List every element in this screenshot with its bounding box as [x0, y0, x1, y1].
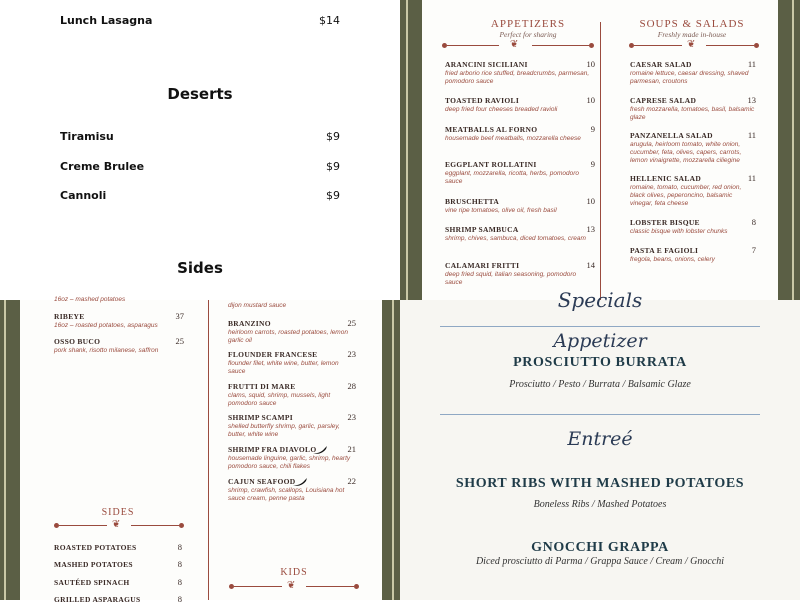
- menu-item: [630, 131, 756, 165]
- menu-item: [228, 477, 356, 503]
- item-price: 13: [586, 224, 595, 234]
- item-price: $9: [326, 160, 340, 173]
- menu-item: [445, 96, 595, 114]
- item-name: ARANCINI SICILIANI: [445, 60, 528, 69]
- column-divider: [600, 22, 601, 300]
- border-stripe: [392, 300, 394, 600]
- appetizer-label: Appetizer: [553, 330, 647, 352]
- item-price: 22: [347, 476, 356, 486]
- item-name: CAPRESE SALAD: [630, 96, 697, 105]
- item-name: SAUTÉED SPINACH: [54, 578, 130, 587]
- item-price: 23: [347, 412, 356, 422]
- menu-item: [445, 225, 595, 243]
- item-price: 7: [751, 245, 756, 255]
- item-name: CALAMARI FRITTI: [445, 261, 520, 270]
- menu-item: [445, 60, 595, 86]
- chili-pepper-icon: [292, 474, 308, 492]
- ornament-divider: [229, 582, 359, 592]
- special-ingredients: Boneless Ribs / Mashed Potatoes: [533, 499, 667, 510]
- item-price: 10: [586, 196, 595, 206]
- item-price: $9: [326, 130, 340, 143]
- item-description: romaine, tomato, cucumber, red onion, black olives, peperoncino, balsamic vinegar, feta cheese: [630, 184, 742, 207]
- item-description: shrimp, crawfish, scallops, Louisiana hot sauce cream, penne pasta: [228, 487, 345, 502]
- special-dish-name: GNOCCHI GRAPPA: [531, 540, 669, 555]
- item-name: SHRIMP SCAMPI: [228, 413, 293, 422]
- menu-item: [630, 174, 756, 208]
- chili-pepper-icon: [312, 442, 328, 460]
- menu-item: [54, 337, 184, 355]
- menu-item-cut: [228, 301, 356, 310]
- item-name: ROASTED POTATOES: [54, 543, 137, 552]
- item-price: 10: [586, 95, 595, 105]
- rule-divider: [440, 326, 760, 327]
- menu-paper: [422, 0, 778, 300]
- item-price: 23: [347, 349, 356, 359]
- item-name: BRUSCHETTA: [445, 197, 500, 206]
- sides-heading: Sides: [177, 259, 223, 277]
- border-stripe: [406, 0, 408, 300]
- specials-panel: [400, 288, 800, 600]
- item-description: shrimp, chives, sambuca, diced tomatoes, cream: [445, 235, 586, 242]
- item-price: 11: [747, 130, 756, 140]
- item-description: clams, squid, shrimp, mussels, light pomodoro sauce: [228, 392, 331, 407]
- item-description: deep fried squid, italian seasoning, pomodoro sauce: [445, 271, 577, 286]
- menu-item: [445, 197, 595, 215]
- item-name: PANZANELLA SALAD: [630, 131, 713, 140]
- ornament-divider: [629, 41, 759, 51]
- item-name: RIBEYE: [54, 312, 85, 321]
- flourish-icon: ❦: [287, 580, 296, 591]
- item-name: SHRIMP SAMBUCA: [445, 225, 519, 234]
- item-description: arugula, heirloom tomato, white onion, cucumber, feta, olives, capers, carrots, lemon vinaigrette, mozzarella ciliegine: [630, 141, 742, 164]
- item-name: CAJUN SEAFOOD: [228, 477, 296, 486]
- item-description: deep fried four cheeses breaded ravioli: [445, 106, 558, 113]
- item-price: 8: [177, 542, 182, 552]
- menu-item: [60, 130, 340, 143]
- item-price: 37: [175, 311, 184, 321]
- specials-heading: Specials: [557, 288, 643, 312]
- item-description: 16oz – mashed potatoes: [54, 296, 126, 303]
- item-description: fresh mozzarella, tomatoes, basil, balsamic glaze: [630, 106, 755, 121]
- menu-item: [630, 246, 756, 264]
- item-description: housemade linguine, garlic, shrimp, hearty pomodoro sauce, chili flakes: [228, 455, 351, 470]
- item-name: FRUTTI DI MARE: [228, 382, 296, 391]
- menu-item: [60, 189, 340, 202]
- dinner-menu-top-panel: [400, 0, 800, 300]
- item-description: 16oz – roasted potatoes, asparagus: [54, 322, 158, 329]
- item-name: BRANZINO: [228, 319, 271, 328]
- item-name: Tiramisu: [60, 130, 114, 143]
- special-dish-name: SHORT RIBS WITH MASHED POTATOES: [455, 476, 745, 491]
- item-price: 9: [590, 124, 595, 134]
- item-name: LOBSTER BISQUE: [630, 218, 700, 227]
- special-ingredients: Prosciutto / Pesto / Burrata / Balsamic Glaze: [509, 379, 691, 390]
- item-name: EGGPLANT ROLLATINI: [445, 160, 537, 169]
- menu-item-cut: [54, 595, 182, 604]
- item-price: $9: [326, 189, 340, 202]
- item-name: MASHED POTATOES: [54, 560, 133, 569]
- menu-item: [228, 319, 356, 345]
- menu-item: [228, 350, 356, 376]
- item-description: classic bisque with lobster chunks: [630, 228, 728, 235]
- menu-item: [445, 261, 595, 287]
- appetizers-subtitle: Perfect for sharing: [499, 30, 557, 39]
- item-price: $14: [319, 14, 340, 27]
- menu-item: [445, 160, 595, 186]
- border-stripe: [792, 0, 794, 300]
- item-price: 25: [175, 336, 184, 346]
- menu-item: [630, 60, 756, 86]
- ornament-divider: [54, 521, 184, 531]
- item-price: 14: [586, 260, 595, 270]
- menu-item: [54, 578, 182, 587]
- menu-item: [228, 413, 356, 439]
- sides-title: SIDES: [101, 507, 135, 518]
- lunch-menu-panel: [0, 0, 400, 300]
- item-name: CAESAR SALAD: [630, 60, 692, 69]
- menu-item: [228, 445, 356, 471]
- item-name: TOASTED RAVIOLI: [445, 96, 520, 105]
- soups-salads-title: SOUPS & SALADS: [639, 18, 745, 30]
- item-name: Creme Brulee: [60, 160, 145, 173]
- soups-salads-subtitle: Freshly made in-house: [657, 30, 727, 39]
- dinner-menu-bottom-panel: [0, 296, 400, 604]
- column-divider: [208, 300, 209, 600]
- rule-divider: [440, 414, 760, 415]
- item-price: 11: [747, 59, 756, 69]
- item-name: FLOUNDER FRANCESE: [228, 350, 318, 359]
- item-price: 13: [747, 95, 756, 105]
- item-name: GRILLED ASPARAGUS: [54, 595, 141, 604]
- menu-item: [630, 96, 756, 122]
- item-name: Cannoli: [60, 189, 107, 202]
- item-price: 8: [177, 577, 182, 587]
- menu-item: [60, 160, 340, 173]
- item-price: 28: [347, 381, 356, 391]
- menu-item: [54, 312, 184, 330]
- flourish-icon: ❦: [112, 519, 121, 530]
- ornament-divider: [442, 41, 594, 51]
- item-price: 25: [347, 318, 356, 328]
- item-description: vine ripe tomatoes, olive oil, fresh basil: [445, 207, 557, 214]
- menu-item-cut: [54, 295, 184, 304]
- item-price: 9: [590, 159, 595, 169]
- deserts-heading: Deserts: [167, 85, 233, 103]
- appetizers-title: APPETIZERS: [490, 18, 566, 30]
- item-description: flounder filet, white wine, butter, lemon sauce: [228, 360, 339, 375]
- item-price: 11: [747, 173, 756, 183]
- border-stripe: [4, 300, 6, 600]
- menu-paper: [20, 296, 382, 604]
- flourish-icon: ❦: [687, 39, 696, 50]
- item-name: SHRIMP FRA DIAVOLO: [228, 445, 317, 454]
- item-name: HELLENIC SALAD: [630, 174, 702, 183]
- item-price: 8: [177, 559, 182, 569]
- item-description: pork shank, risotto milanese, saffron: [54, 347, 159, 354]
- menu-item: [228, 382, 356, 408]
- item-price: 10: [586, 59, 595, 69]
- item-description: eggplant, mozzarella, ricotta, herbs, pomodoro sauce: [445, 170, 580, 185]
- item-description: romaine lettuce, caesar dressing, shaved parmesan, croutons: [630, 70, 749, 85]
- menu-item: [54, 560, 182, 569]
- item-name: OSSO BUCO: [54, 337, 101, 346]
- menu-item: [54, 543, 182, 552]
- item-description: heirloom carrots, roasted potatoes, lemon garlic oil: [228, 329, 348, 344]
- item-description: shelled butterfly shrimp, garlic, parsley, butter, white wine: [228, 423, 340, 438]
- item-description: dijon mustard sauce: [228, 302, 287, 309]
- item-price: 8: [751, 217, 756, 227]
- kids-title: KIDS: [280, 567, 308, 578]
- special-dish-name: PROSCIUTTO BURRATA: [513, 355, 687, 370]
- flourish-icon: ❦: [510, 39, 519, 50]
- item-name: Lunch Lasagna: [60, 14, 153, 27]
- item-description: fregola, beans, onions, celery: [630, 256, 715, 263]
- item-name: PASTA E FAGIOLI: [630, 246, 699, 255]
- menu-item: [630, 218, 756, 236]
- menu-item: [445, 125, 595, 143]
- item-price: 8: [177, 594, 182, 604]
- item-price: 21: [347, 444, 356, 454]
- entree-label: Entreé: [567, 428, 633, 450]
- item-description: fried arborio rice stuffed, breadcrumbs, parmesan, pomodoro sauce: [445, 70, 590, 85]
- item-description: housemade beef meatballs, mozzarella cheese: [445, 135, 581, 142]
- item-name: MEATBALLS AL FORNO: [445, 125, 538, 134]
- menu-item: [60, 14, 340, 27]
- special-ingredients: Diced prosciutto di Parma / Grappa Sauce / Cream / Gnocchi: [475, 556, 725, 567]
